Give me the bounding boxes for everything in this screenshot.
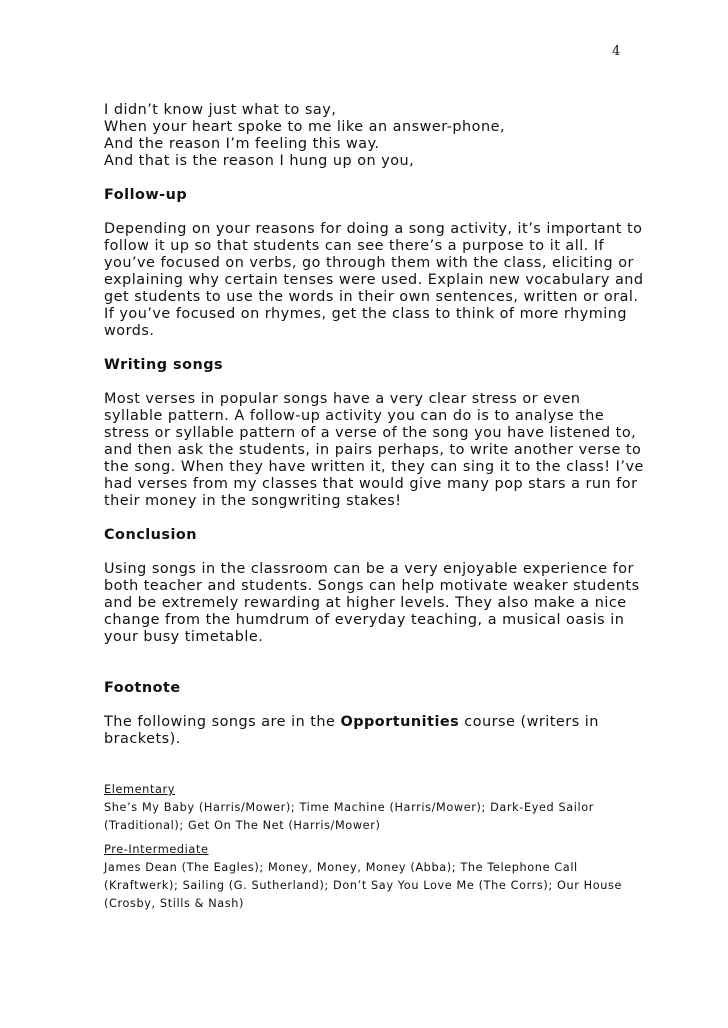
followup-heading: Follow-up <box>104 187 188 203</box>
lyrics-block <box>104 102 644 170</box>
elementary-song-list <box>104 781 644 835</box>
writing-songs-heading: Writing songs <box>104 357 224 373</box>
conclusion-paragraph: Using songs in the classroom can be a very enjoyable experience for both teacher and students. Songs can help motivate weaker students and be extremely rewarding at higher levels. They also make a nice change from the humdrum of everyday teaching, a musical oasis in your busy timetable. <box>104 561 640 645</box>
footnote-intro-after: course (writers in brackets). <box>104 714 599 747</box>
song-list: She’s My Baby (Harris/Mower); Time Machine (Harris/Mower); Dark-Eyed Sailor (Traditional); Get On The Net (Harris/Mower) <box>104 801 595 832</box>
lyric-line: When your heart spoke to me like an answer-phone, <box>104 119 506 135</box>
course-name: Opportunities <box>340 714 460 730</box>
level-title-elementary: Elementary <box>104 783 176 796</box>
pre-intermediate-song-list <box>104 841 644 913</box>
lyric-line: And the reason I’m feeling this way. <box>104 136 380 152</box>
footnote-intro-before: The following songs are in the <box>104 714 341 730</box>
writing-songs-paragraph: Most verses in popular songs have a very clear stress or even syllable pattern. A follow-up activity you can do is to analyse the stress or syllable pattern of a verse of the song you have listened to, and then ask the students, in pairs perhaps, to write another verse to the song. When they have written it, they can sing it to the class! I’ve had verses from my classes that would give many pop stars a run for their money in the songwriting stakes! <box>104 391 644 509</box>
level-title-pre-intermediate: Pre-Intermediate <box>104 843 209 856</box>
followup-paragraph: Depending on your reasons for doing a song activity, it’s important to follow it up so that students can see there’s a purpose to it all. If you’ve focused on verbs, go through them with the class, eliciting or explaining why certain tenses were used. Explain new vocabulary and get students to use the words in their own sentences, written or oral. If you’ve focused on rhymes, get the class to think of more rhyming words. <box>104 221 644 339</box>
song-list: James Dean (The Eagles); Money, Money, Money (Abba); The Telephone Call (Kraftwerk); Sailing (G. Sutherland); Don’t Say You Love Me (The Corrs); Our House (Crosby, Stills & Nash) <box>104 861 623 910</box>
page-number: 4 <box>612 44 621 59</box>
footnote-intro <box>104 714 644 748</box>
document-body <box>104 102 644 748</box>
footnote-heading: Footnote <box>104 680 181 696</box>
lyric-line: And that is the reason I hung up on you, <box>104 153 415 169</box>
conclusion-heading: Conclusion <box>104 527 198 543</box>
lyric-line: I didn’t know just what to say, <box>104 102 337 118</box>
